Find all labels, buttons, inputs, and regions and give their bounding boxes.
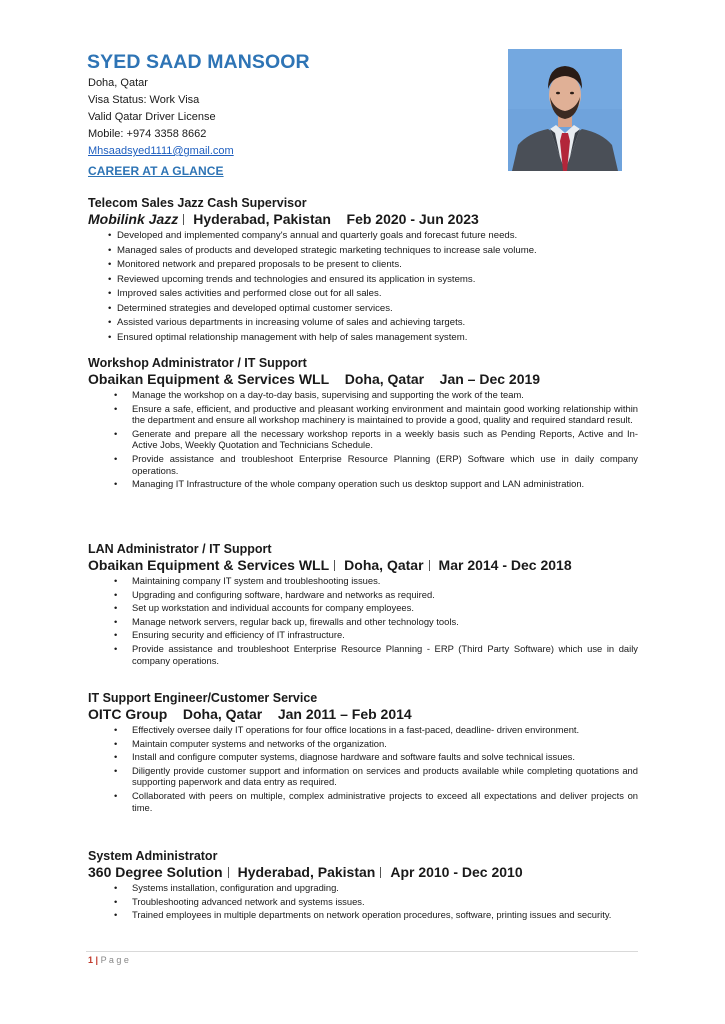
section-title-career: CAREER AT A GLANCE — [88, 164, 224, 178]
list-item: • Trained employees in multiple departments on network operation procedures, software, printing issues and security. — [88, 909, 638, 921]
job-duties-list — [88, 882, 648, 921]
job-title: Telecom Sales Jazz Cash Supervisor — [88, 196, 307, 210]
job-company: Mobilink Jazz — [88, 211, 179, 227]
driver-license-line: Valid Qatar Driver License — [88, 111, 216, 123]
page-label: P a g e — [100, 955, 129, 965]
list-item: • Install and configure computer systems, diagnose hardware and software faults and solve technical issues. — [88, 751, 638, 763]
job-dates: Mar 2014 - Dec 2018 — [438, 557, 572, 573]
list-item: • Ensured optimal relationship management with help of sales management system. — [88, 331, 648, 346]
job-duties-list — [88, 575, 648, 666]
job-dates: Jan 2011 – Feb 2014 — [277, 706, 412, 722]
list-item: • Manage the workshop on a day-to-day basis, supervising and supporting the work of the team. — [88, 389, 638, 401]
job-duties-list — [88, 724, 648, 813]
job-dates: Jan – Dec 2019 — [439, 371, 541, 387]
job-location: Hyderabad, Pakistan — [237, 864, 376, 880]
separator — [183, 214, 184, 225]
job-dates: Feb 2020 - Jun 2023 — [346, 211, 479, 227]
job-title: System Administrator — [88, 849, 218, 863]
job-location: Doha, Qatar — [344, 557, 424, 573]
list-item: • Troubleshooting advanced network and systems issues. — [88, 896, 638, 908]
job-duties-list — [88, 389, 648, 490]
contact-block — [88, 75, 234, 160]
list-item: • Reviewed upcoming trends and technologies and ensured its application in systems. — [88, 273, 648, 288]
job-company: Obaikan Equipment & Services WLL — [88, 557, 330, 573]
mobile-line: Mobile: +974 3358 8662 — [88, 128, 207, 140]
email-link[interactable]: Mhsaadsyed1111@gmail.com — [88, 145, 234, 157]
job-entry — [88, 691, 648, 815]
candidate-name: SYED SAAD MANSOOR — [87, 51, 310, 73]
list-item: • Improved sales activities and performed close out for all sales. — [88, 287, 648, 302]
list-item: • Monitored network and prepared proposals to be present to clients. — [88, 258, 648, 273]
location-line: Doha, Qatar — [88, 77, 148, 89]
list-item: • Maintain computer systems and networks of the organization. — [88, 738, 638, 750]
list-item: • Collaborated with peers on multiple, complex administrative projects to exceed all expectations and deliver projects on time. — [88, 790, 638, 813]
job-company-line — [88, 864, 648, 881]
list-item: • Managed sales of products and developed strategic marketing techniques to increase sale volume. — [88, 244, 648, 259]
job-company-line — [88, 211, 648, 228]
job-company-line — [88, 557, 648, 574]
list-item: • Determined strategies and developed optimal customer services. — [88, 302, 648, 317]
list-item: • Effectively oversee daily IT operations for four office locations in a fast-paced, deadline- driven environment. — [88, 724, 638, 736]
list-item: • Ensure a safe, efficient, and productive and pleasant working environment and maintain good working relationship within the department and ensure all workshop machinery is maintained to provide a good, quality and required standard result. — [88, 403, 638, 426]
job-entry — [88, 849, 648, 923]
footer-divider — [86, 951, 638, 952]
job-title: LAN Administrator / IT Support — [88, 542, 272, 556]
job-entry — [88, 542, 648, 668]
job-dates: Apr 2010 - Dec 2010 — [390, 864, 523, 880]
list-item: • Manage network servers, regular back up, firewalls and other technology tools. — [88, 616, 638, 628]
list-item: • Developed and implemented company's annual and quarterly goals and forecast future needs. — [88, 229, 648, 244]
job-location: Doha, Qatar — [344, 371, 425, 387]
job-location: Doha, Qatar — [182, 706, 263, 722]
visa-status-line: Visa Status: Work Visa — [88, 94, 200, 106]
list-item: • Systems installation, configuration and upgrading. — [88, 882, 638, 894]
list-item: • Managing IT Infrastructure of the whole company operation such us desktop support and LAN administration. — [88, 478, 638, 490]
job-company-line — [88, 706, 648, 723]
job-title: Workshop Administrator / IT Support — [88, 356, 307, 370]
list-item: • Provide assistance and troubleshoot Enterprise Resource Planning (ERP) Software which use in daily company operations. — [88, 453, 638, 476]
page-footer — [88, 955, 129, 965]
job-title: IT Support Engineer/Customer Service — [88, 691, 318, 705]
list-item: • Ensuring security and efficiency of IT infrastructure. — [88, 629, 638, 641]
job-entry — [88, 196, 648, 345]
list-item: • Provide assistance and troubleshoot Enterprise Resource Planning - ERP (Third Party Software) which use in daily company operations. — [88, 643, 638, 666]
list-item: • Assisted various departments in increasing volume of sales and achieving targets. — [88, 316, 648, 331]
job-duties-list — [88, 229, 648, 345]
separator — [334, 560, 335, 571]
list-item: • Upgrading and configuring software, hardware and networks as required. — [88, 589, 638, 601]
list-item: • Maintaining company IT system and troubleshooting issues. — [88, 575, 638, 587]
job-company: Obaikan Equipment & Services WLL — [88, 371, 330, 387]
job-company: 360 Degree Solution — [88, 864, 223, 880]
separator — [380, 867, 381, 878]
profile-photo — [508, 49, 622, 171]
footer-separator: | — [95, 955, 99, 965]
job-location: Hyderabad, Pakistan — [193, 211, 331, 227]
list-item: • Diligently provide customer support and information on services and products available while completing quotations and supporting paperwork and data entry as required. — [88, 765, 638, 788]
job-company: OITC Group — [88, 706, 168, 722]
separator — [429, 560, 430, 571]
list-item: • Set up workstation and individual accounts for company employees. — [88, 602, 638, 614]
job-entry — [88, 356, 648, 492]
list-item: • Generate and prepare all the necessary workshop reports in a weekly basis such as Pending Reports, Active and In-Active Jobs, Weekly Quotation and Technicians Schedule. — [88, 428, 638, 451]
separator — [228, 867, 229, 878]
page-number: 1 — [88, 955, 94, 965]
job-company-line — [88, 371, 648, 388]
